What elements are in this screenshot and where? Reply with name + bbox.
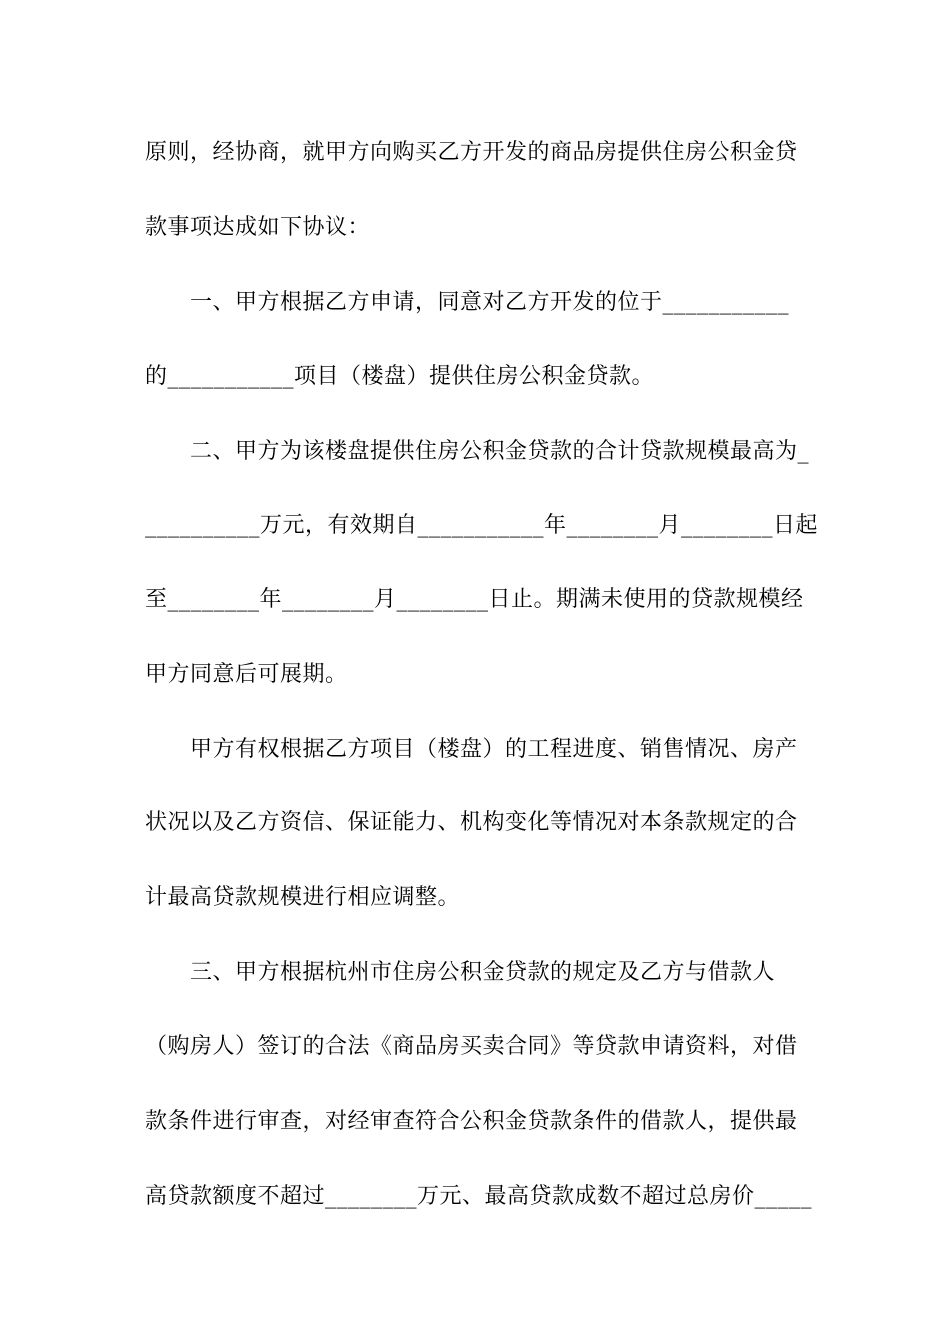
text-line: 甲方同意后可展期。	[145, 662, 348, 687]
text-line: 至________年________月________日止。期满未使用的贷款规模经	[145, 587, 804, 612]
text-line: 的___________项目（楼盘）提供住房公积金贷款。	[145, 364, 655, 389]
text-line: 甲方有权根据乙方项目（楼盘）的工程进度、销售情况、房产	[190, 737, 798, 762]
text-line: 三、甲方根据杭州市住房公积金贷款的规定及乙方与借款人	[190, 960, 776, 985]
text-line: 一、甲方根据乙方申请，同意对乙方开发的位于___________	[190, 290, 790, 315]
text-line: 原则，经协商，就甲方向购买乙方开发的商品房提供住房公积金贷	[145, 140, 798, 165]
text-line: 计最高贷款规模进行相应调整。	[145, 885, 461, 910]
text-line: 款事项达成如下协议：	[145, 215, 371, 240]
text-line: （购房人）签订的合法《商品房买卖合同》等贷款申请资料，对借	[145, 1034, 798, 1059]
text-line: 状况以及乙方资信、保证能力、机构变化等情况对本条款规定的合	[145, 810, 798, 835]
text-line: 二、甲方为该楼盘提供住房公积金贷款的合计贷款规模最高为_	[190, 439, 810, 464]
text-line: 款条件进行审查，对经审查符合公积金贷款条件的借款人，提供最	[145, 1109, 798, 1134]
text-line: 高贷款额度不超过________万元、最高贷款成数不超过总房价_____	[145, 1184, 813, 1209]
text-line: __________万元，有效期自___________年________月________日起	[145, 513, 819, 538]
